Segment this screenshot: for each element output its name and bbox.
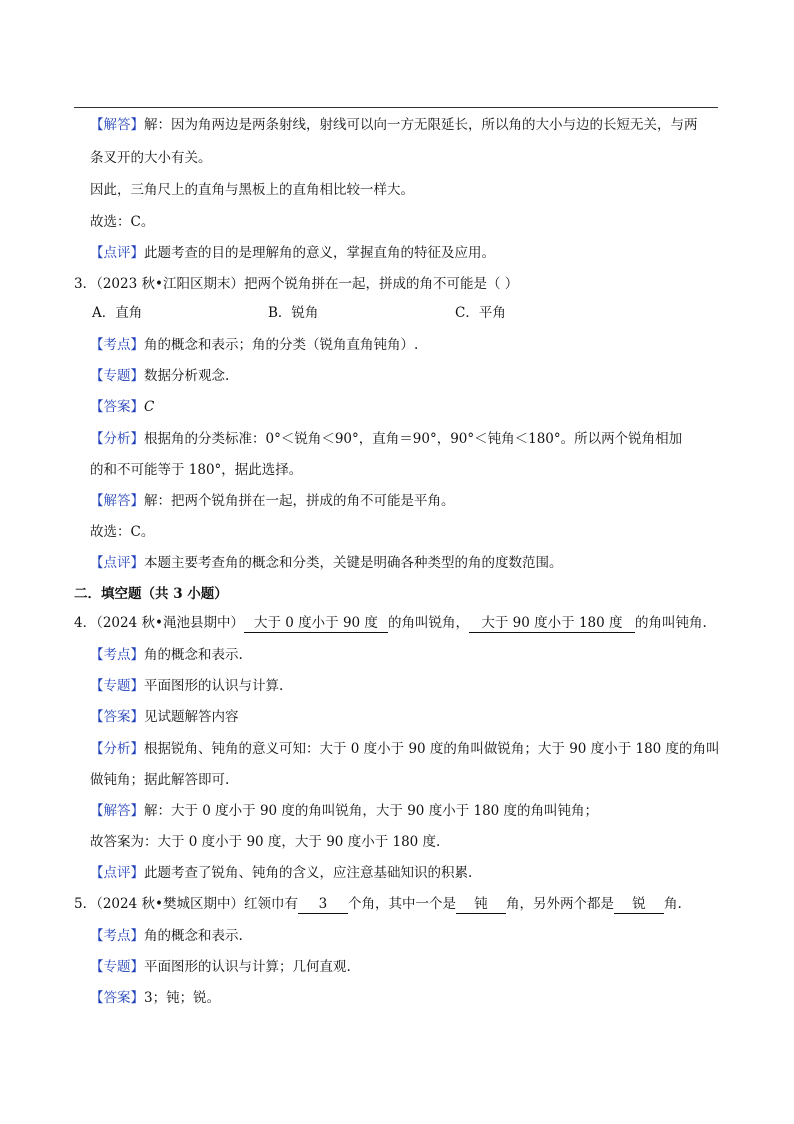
q2-jieda-text: 解：因为角两边是两条射线，射线可以向一方无限延长，所以角的大小与边的长短无关，与两: [144, 117, 698, 133]
q5-daan-text: 3；钝；锐。: [144, 990, 221, 1006]
q5-blank-3: 锐: [614, 895, 664, 914]
q4-stem: [74, 614, 707, 633]
q5-kaodian-text: 角的概念和表示.: [144, 928, 243, 944]
q3-kaodian-text: 角的概念和表示；角的分类（锐角直角钝角）.: [144, 337, 419, 353]
dianping-tag: 【点评】: [90, 555, 144, 571]
q3-fenxi-text: 根据角的分类标准：0°＜锐角＜90°，直角＝90°，90°＜钝角＜180°。所以两个锐角相加: [144, 431, 683, 447]
q3-xuan: 故选：C。: [90, 524, 155, 540]
q2-xuan: 故选：C。: [90, 214, 155, 230]
zhuanti-tag: 【专题】: [90, 368, 144, 384]
q4-zhuanti: [90, 677, 283, 695]
q4-daan: [90, 708, 239, 726]
kaodian-tag: 【考点】: [90, 928, 144, 944]
q4-daan-text: 见试题解答内容: [144, 709, 239, 725]
jieda-tag: 【解答】: [90, 117, 144, 133]
q3-stem: 3．（2023 秋•江阳区期末）把两个锐角拼在一起，拼成的角不可能是（ ）: [74, 276, 519, 292]
q4-blank-2: 大于 90 度小于 180 度: [469, 614, 635, 633]
dianping-tag: 【点评】: [90, 865, 144, 881]
q4-kaodian-text: 角的概念和表示.: [144, 647, 243, 663]
q2-jieda-line-1: [90, 116, 698, 134]
q4-dianping-text: 此题考查了锐角、钝角的含义，应注意基础知识的积累.: [144, 865, 473, 881]
jieda-tag: 【解答】: [90, 493, 144, 509]
q4-stem-a: 4．（2024 秋•渑池县期中）: [74, 615, 244, 631]
q2-dianping-text: 此题考查的目的是理解角的意义，掌握直角的特征及应用。: [144, 245, 495, 261]
q2-jieda-line-2: 条叉开的大小有关。: [90, 150, 212, 166]
q4-blank-1: 大于 0 度小于 90 度: [244, 614, 388, 633]
q5-stem-a: 5．（2024 秋•樊城区期中）红领巾有: [74, 896, 298, 912]
jieda-tag: 【解答】: [90, 803, 144, 819]
q2-dianping: [90, 244, 495, 262]
q3-fenxi-line-2: 的和不可能等于 180°，据此选择。: [90, 462, 303, 478]
q3-daan: [90, 398, 154, 416]
daan-tag: 【答案】: [90, 990, 144, 1006]
q4-jieda: [90, 802, 598, 820]
q5-blank-2: 钝: [456, 895, 506, 914]
q3-option-c: C．平角: [455, 305, 506, 321]
q3-zhuanti-text: 数据分析观念.: [144, 368, 230, 384]
q3-kaodian: [90, 336, 418, 354]
q4-fenxi-text: 根据锐角、钝角的意义可知：大于 0 度小于 90 度的角叫做锐角；大于 90 度小于 180 度的角叫: [144, 741, 720, 757]
q4-zhuanti-text: 平面图形的认识与计算.: [144, 678, 284, 694]
q5-zhuanti: [90, 958, 351, 976]
q3-fenxi-line-1: [90, 430, 682, 448]
q5-stem-c: 角，另外两个都是: [505, 896, 614, 912]
q4-fenxi-line-1: [90, 740, 720, 758]
section-title: 二．填空题（共 3 小题）: [74, 586, 228, 602]
q5-blank-1: 3: [298, 895, 348, 914]
q4-stem-b: 的角叫锐角，: [387, 615, 469, 631]
q4-jieda-text: 解：大于 0 度小于 90 度的角叫锐角，大于 90 度小于 180 度的角叫钝角；: [144, 803, 599, 819]
q4-answer: 故答案为：大于 0 度小于 90 度，大于 90 度小于 180 度.: [90, 834, 441, 850]
zhuanti-tag: 【专题】: [90, 678, 144, 694]
q4-dianping: [90, 864, 472, 882]
q4-kaodian: [90, 646, 243, 664]
daan-tag: 【答案】: [90, 399, 144, 415]
q5-stem-d: 角.: [663, 896, 682, 912]
q4-stem-c: 的角叫钝角.: [634, 615, 707, 631]
fenxi-tag: 【分析】: [90, 741, 144, 757]
q3-option-b: B．锐角: [268, 305, 319, 321]
top-divider: [74, 107, 718, 108]
kaodian-tag: 【考点】: [90, 337, 144, 353]
q3-jieda: [90, 492, 455, 510]
q5-stem-b: 个角，其中一个是: [347, 896, 456, 912]
q3-dianping-text: 本题主要考查角的概念和分类，关键是明确各种类型的角的度数范围。: [144, 555, 563, 571]
zhuanti-tag: 【专题】: [90, 959, 144, 975]
q3-daan-text: C: [144, 399, 155, 415]
q3-jieda-text: 解：把两个锐角拼在一起，拼成的角不可能是平角。: [144, 493, 455, 509]
kaodian-tag: 【考点】: [90, 647, 144, 663]
q2-line-3: 因此，三角尺上的直角与黑板上的直角相比较一样大。: [90, 182, 414, 198]
q3-dianping: [90, 554, 563, 572]
q5-stem: [74, 895, 682, 914]
q5-zhuanti-text: 平面图形的认识与计算；几何直观.: [144, 959, 351, 975]
q3-zhuanti: [90, 367, 229, 385]
fenxi-tag: 【分析】: [90, 431, 144, 447]
q5-kaodian: [90, 927, 243, 945]
q5-daan: [90, 989, 220, 1007]
q3-option-a: A．直角: [92, 305, 143, 321]
dianping-tag: 【点评】: [90, 245, 144, 261]
daan-tag: 【答案】: [90, 709, 144, 725]
q4-fenxi-line-2: 做钝角；据此解答即可.: [90, 772, 230, 788]
